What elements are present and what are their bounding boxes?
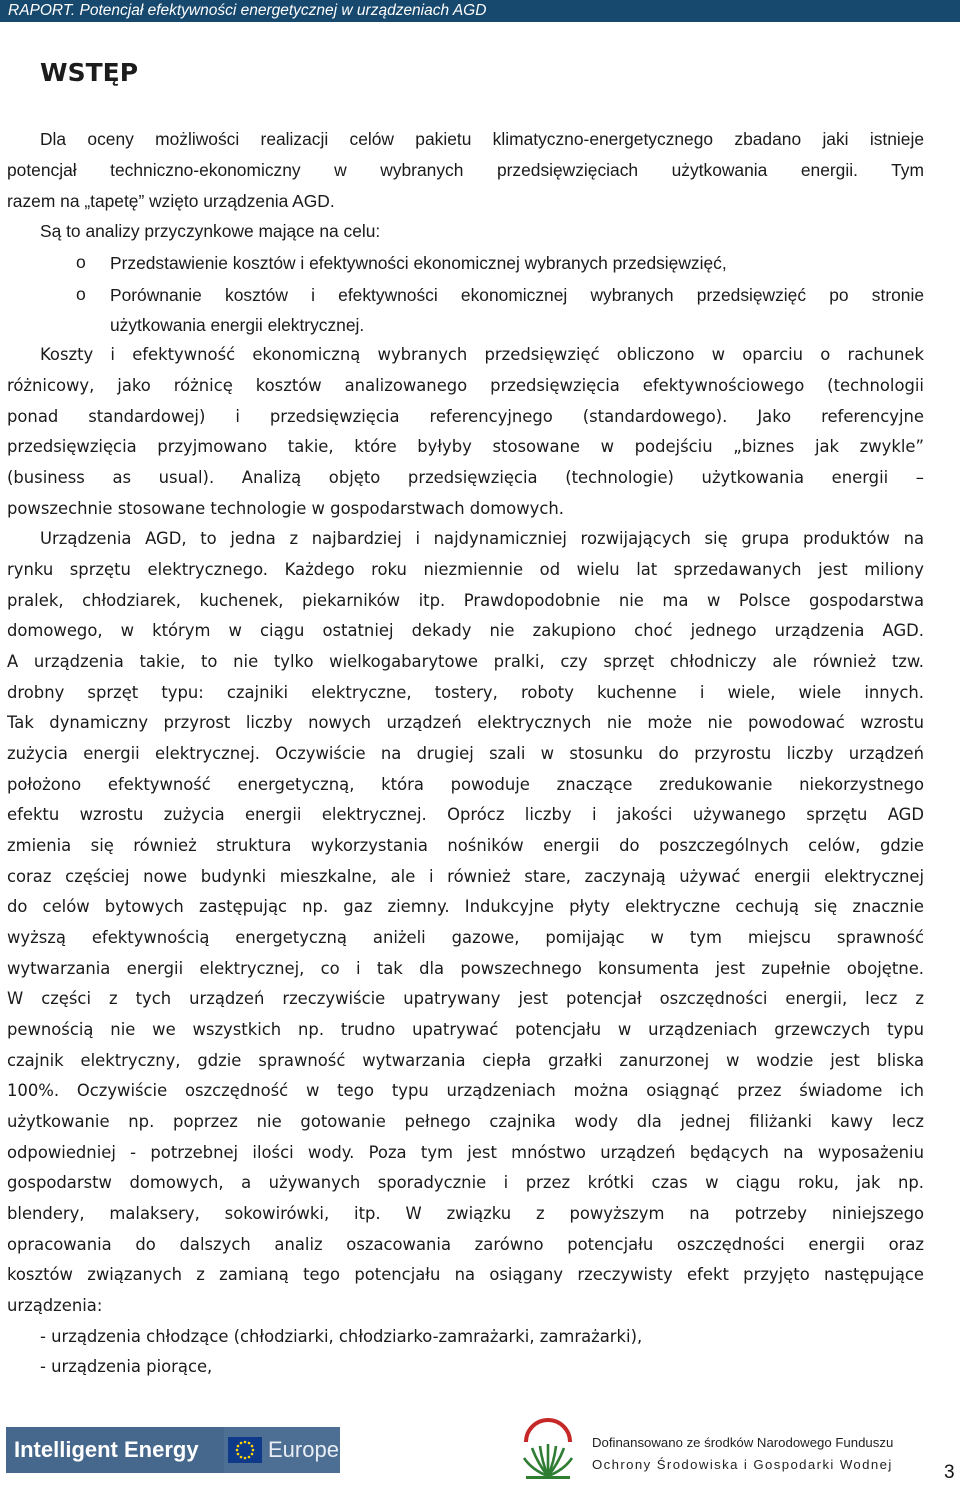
body-line: położono efektywność energetyczną, która powoduje znaczące zredukowanie niekorzystnego [7,775,924,794]
body-line: wyższą efektywnością energetyczną aniżeli gazowe, pomijając w tym miejscu sprawność [7,928,924,947]
body-line: wytwarzania energii elektrycznej, co i tak dla powszechnego konsumenta jest zupełnie obojętne. [7,959,924,978]
ie-logo-europe-text: Europe [268,1437,339,1462]
nfosigw-logo-icon [520,1418,576,1480]
body-line: rynku sprzętu elektrycznego. Każdego roku niezmiennie od wielu lat sprzedawanych jest miliony [7,560,924,579]
page-number: 3 [944,1462,955,1483]
list-item: - urządzenia piorące, [40,1357,213,1376]
funding-text-line-1: Dofinansowano ze środków Narodowego Funduszu [592,1435,894,1450]
bullet-item-2-line-1: Porównanie kosztów i efektywności ekonomicznej wybranych przedsięwzięć po stronie [110,285,924,305]
funding-text-line-2: Ochrony Środowiska i Gospodarki Wodnej [592,1457,893,1472]
intro-line-4: Są to analizy przyczynkowe mające na celu: [40,221,381,241]
body-line: 100%. Oczywiście oszczędność w tego typu urządzeniach można osiągnąć przez świadome ich [7,1081,924,1100]
body-line: efektu wzrostu zużycia energii elektrycznej. Oprócz liczby i jakości używanego sprzętu AGD [7,805,924,824]
body-line: Tak dynamiczny przyrost liczby nowych urządzeń elektrycznych nie może nie powodować wzrostu [7,713,924,732]
ie-logo-text: Intelligent Energy [14,1437,199,1462]
body-line: zmienia się również struktura wykorzystania nośników energii do poszczególnych celów, gdzie [7,836,924,855]
bullet-marker-2: o [76,284,86,304]
body-line: powszechnie stosowane technologie w gospodarstwach domowych. [7,499,564,518]
bullet-marker-1: o [76,252,86,272]
body-line: drobny sprzęt typu: czajniki elektryczne, tostery, roboty kuchenne i wiele, wiele innych. [7,683,924,702]
body-line: przedsięwzięcia przyjmowano takie, które byłyby stosowane w podejściu „biznes jak zwykle” [7,437,924,456]
bullet-item-1: Przedstawienie kosztów i efektywności ekonomicznej wybranych przedsięwzięć, [110,253,727,273]
body-line: Urządzenia AGD, to jedna z najbardziej i najdynamiczniej rozwijających się grupa produktów na [40,529,924,548]
report-header-text: RAPORT. Potencjał efektywności energetycznej w urządzeniach AGD [8,2,487,19]
body-line: zużycia energii elektrycznej. Oczywiście na drugiej szali w stosunku do przyrostu liczby urządzeń [7,744,924,763]
intelligent-energy-europe-logo [6,1427,340,1473]
body-line: do celów bytowych zastępując np. gaz ziemny. Indukcyjne płyty elektryczne cechują się znacznie [7,897,924,916]
body-line: różnicowy, jako różnicę kosztów analizowanego przedsięwzięcia efektywnościowego (technologii [7,376,924,395]
body-line: blendery, malaksery, sokowirówki, itp. W związku z powyższym na potrzeby niniejszego [7,1204,924,1223]
body-line: użytkowanie np. poprzez nie gotowanie pełnego czajnika wody dla jednej filiżanki kawy lecz [7,1112,924,1131]
body-line: (business as usual). Analizą objęto przedsięwzięcia (technologie) użytkowania energii – [7,468,924,487]
body-line: coraz częściej nowe budynki mieszkalne, ale i również stare, zaczynają używać energii elektrycznej [7,867,924,886]
page-title: WSTĘP [40,58,139,87]
eu-flag-icon [228,1437,262,1463]
body-line: A urządzenia takie, to nie tylko wielkogabarytowe pralki, czy sprzęt chłodniczy ale również tzw. [7,652,924,671]
report-header-bar [0,0,960,22]
list-item: - urządzenia chłodzące (chłodziarki, chłodziarko-zamrażarki, zamrażarki), [40,1327,643,1346]
body-line: pewnością nie we wszystkich np. trudno upatrywać potencjału w urządzeniach grzewczych typu [7,1020,924,1039]
bullet-item-2-line-2: użytkowania energii elektrycznej. [110,315,365,335]
intro-line-2: potencjał techniczno-ekonomiczny w wybranych przedsięwzięciach użytkowania energii. Tym [7,160,924,180]
body-line: pralek, chłodziarek, kuchenek, piekarników itp. Prawdopodobnie nie ma w Polsce gospodarstwa [7,591,924,610]
body-line: ponad standardowej) i przedsięwzięcia referencyjnego (standardowego). Jako referencyjne [7,407,924,426]
body-line: urządzenia: [7,1296,103,1315]
body-line: domowego, w którym w ciągu ostatniej dekady nie zakupiono choć jednego urządzenia AGD. [7,621,924,640]
body-line: kosztów związanych z zamianą tego potencjału na osiągany rzeczywisty efekt przyjęto następujące [7,1265,924,1284]
body-line: opracowania do dalszych analiz oszacowania zarówno potencjału oszczędności energii oraz [7,1235,924,1254]
intro-line-1: Dla oceny możliwości realizacji celów pakietu klimatyczno-energetycznego zbadano jaki istnieje [40,129,924,149]
body-line: czajnik elektryczny, gdzie sprawność wytwarzania ciepła grzałki zanurzonej w wodzie jest bliska [7,1051,924,1070]
body-line: gospodarstw domowych, a używanych sporadycznie i przez krótki czas w ciągu roku, jak np. [7,1173,924,1192]
body-line: W części z tych urządzeń rzeczywiście upatrywany jest potencjał oszczędności energii, lecz z [7,989,924,1008]
intro-line-3: razem na „tapetę” wzięto urządzenia AGD. [7,191,335,211]
body-line: Koszty i efektywność ekonomiczną wybranych przedsięwzięć obliczono w oparciu o rachunek [40,345,924,364]
body-line: odpowiedniej - potrzebnej ilości wody. Poza tym jest mnóstwo urządzeń będących na wyposażeniu [7,1143,924,1162]
